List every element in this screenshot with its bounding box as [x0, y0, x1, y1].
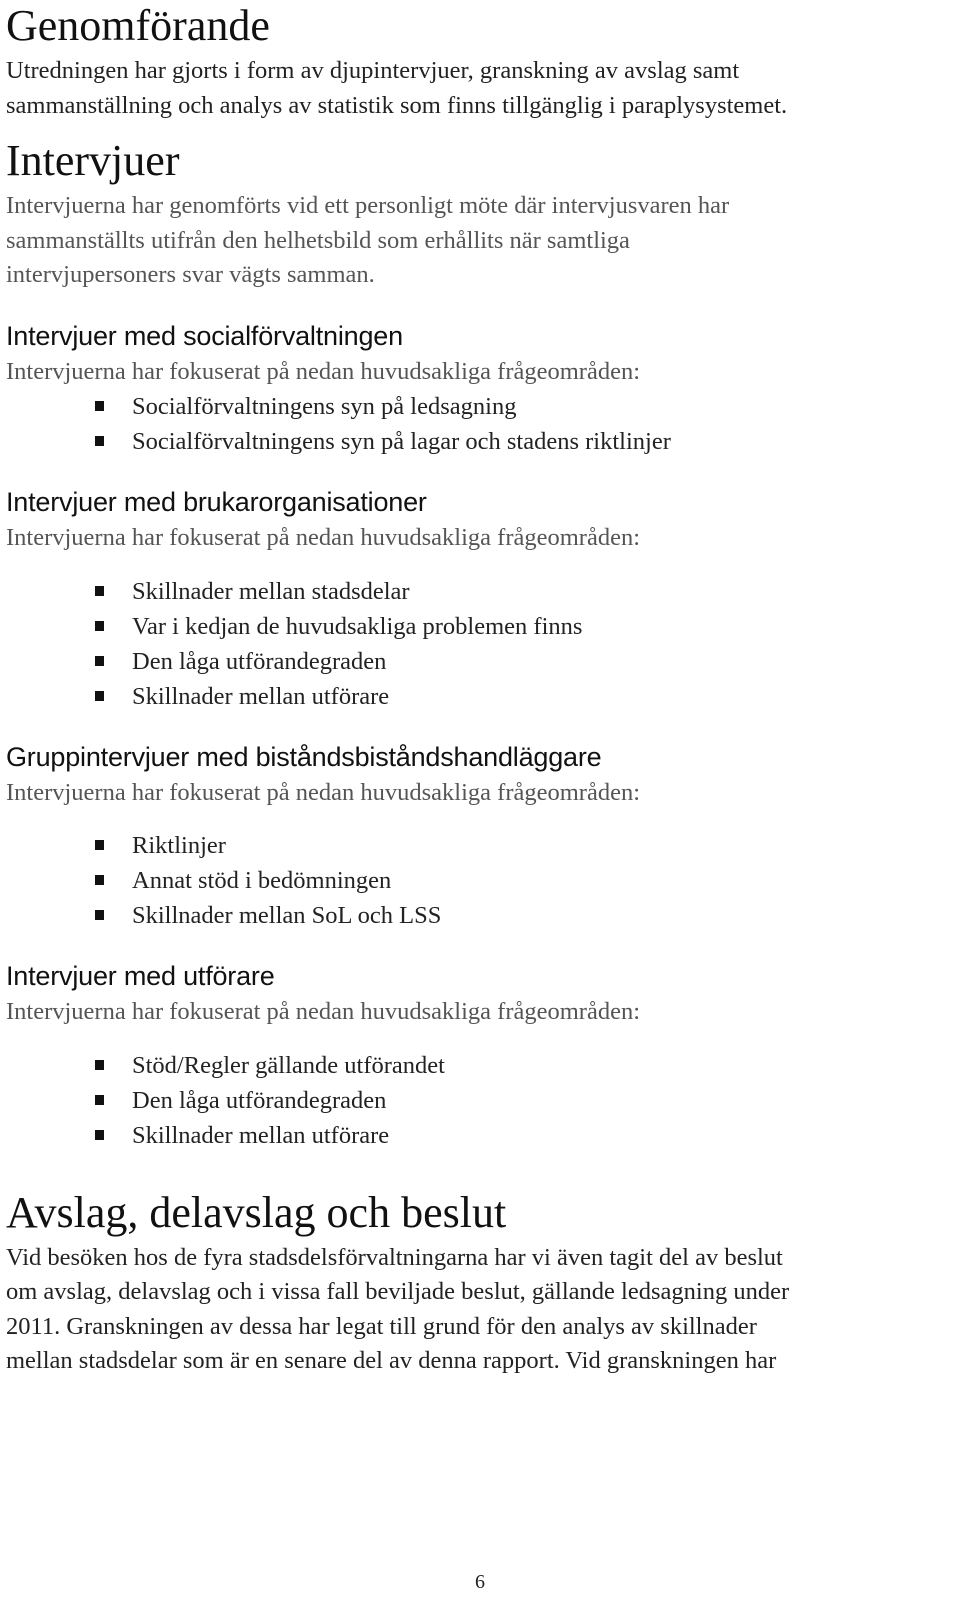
grupp-list	[6, 828, 954, 933]
page-number: 6	[475, 1571, 485, 1593]
document-page	[6, 0, 954, 1379]
bullet-square-icon	[95, 401, 104, 411]
intervjuer-line-2: sammanställts utifrån den helhetsbild som erhållits när samtliga	[6, 226, 630, 254]
list-item	[132, 644, 954, 679]
list-item	[132, 679, 954, 714]
bullet-square-icon	[95, 436, 104, 446]
genomforande-line-1: Utredningen har gjorts i form av djupintervjuer, granskning av avslag samt	[6, 57, 740, 84]
avslag-line-1: Vid besöken hos de fyra stadsdelsförvaltningarna har vi även tagit del av beslut	[6, 1243, 783, 1271]
list-item-text: Annat stöd i bedömningen	[132, 867, 392, 894]
list-item-text: Riktlinjer	[132, 832, 226, 859]
list-item-text: Socialförvaltningens syn på ledsagning	[132, 393, 517, 420]
list-item	[132, 828, 954, 863]
bullet-square-icon	[95, 1095, 104, 1105]
list-item-text: Den låga utförandegraden	[132, 1086, 387, 1114]
list-item-text: Skillnader mellan utförare	[132, 682, 390, 710]
bullet-square-icon	[95, 910, 104, 920]
list-item	[132, 574, 954, 609]
bullet-square-icon	[95, 691, 104, 701]
heading-intervjuer: Intervjuer	[6, 136, 180, 185]
list-item-text: Skillnader mellan SoL och LSS	[132, 902, 442, 929]
intervjuer-line-1: Intervjuerna har genomförts vid ett personligt möte där intervjusvaren har	[6, 192, 730, 219]
avslag-line-3: 2011. Granskningen av dessa har legat till grund för den analys av skillnader	[6, 1312, 757, 1340]
utforare-intro: Intervjuerna har fokuserat på nedan huvudsakliga frågeområden:	[6, 998, 641, 1025]
social-list	[6, 389, 954, 459]
avslag-line-4: mellan stadsdelar som är en senare del av denna rapport. Vid granskningen har	[6, 1347, 777, 1374]
heading-gruppintervjuer: Gruppintervjuer med biståndsbiståndshandläggare	[6, 741, 602, 772]
list-item	[132, 1118, 954, 1153]
list-item-text: Socialförvaltningens syn på lagar och stadens riktlinjer	[132, 428, 671, 455]
utforare-list	[6, 1048, 954, 1153]
heading-utforare: Intervjuer med utförare	[6, 961, 275, 991]
list-item-text: Stöd/Regler gällande utförandet	[132, 1051, 445, 1079]
list-item	[132, 424, 954, 459]
bullet-square-icon	[95, 1060, 104, 1070]
list-item-text: Den låga utförandegraden	[132, 647, 387, 675]
bullet-square-icon	[95, 656, 104, 666]
bullet-square-icon	[95, 1130, 104, 1140]
list-item	[132, 863, 954, 898]
list-item	[132, 1048, 954, 1083]
intervjuer-line-3: intervjupersoners svar vägts samman.	[6, 261, 375, 288]
heading-socialforvaltningen: Intervjuer med socialförvaltningen	[6, 320, 403, 351]
list-item	[132, 898, 954, 933]
genomforande-line-2: sammanställning och analys av statistik som finns tillgänglig i paraplysystemet.	[6, 91, 788, 119]
list-item-text: Var i kedjan de huvudsakliga problemen finns	[132, 612, 583, 640]
heading-avslag: Avslag, delavslag och beslut	[6, 1187, 507, 1237]
bullet-square-icon	[95, 586, 104, 596]
bullet-square-icon	[95, 840, 104, 850]
list-item-text: Skillnader mellan stadsdelar	[132, 577, 410, 605]
bruk-intro: Intervjuerna har fokuserat på nedan huvudsakliga frågeområden:	[6, 524, 641, 551]
bruk-list	[6, 574, 954, 714]
bullet-square-icon	[95, 621, 104, 631]
list-item	[132, 1083, 954, 1118]
list-item	[132, 609, 954, 644]
grupp-intro: Intervjuerna har fokuserat på nedan huvudsakliga frågeområden:	[6, 778, 641, 806]
list-item	[132, 389, 954, 424]
heading-brukarorganisationer: Intervjuer med brukarorganisationer	[6, 487, 427, 517]
avslag-line-2: om avslag, delavslag och i vissa fall beviljade beslut, gällande ledsagning under	[6, 1278, 790, 1305]
list-item-text: Skillnader mellan utförare	[132, 1121, 390, 1149]
bullet-square-icon	[95, 875, 104, 885]
heading-genomforande: Genomförande	[6, 1, 270, 50]
social-intro: Intervjuerna har fokuserat på nedan huvudsakliga frågeområden:	[6, 357, 641, 385]
